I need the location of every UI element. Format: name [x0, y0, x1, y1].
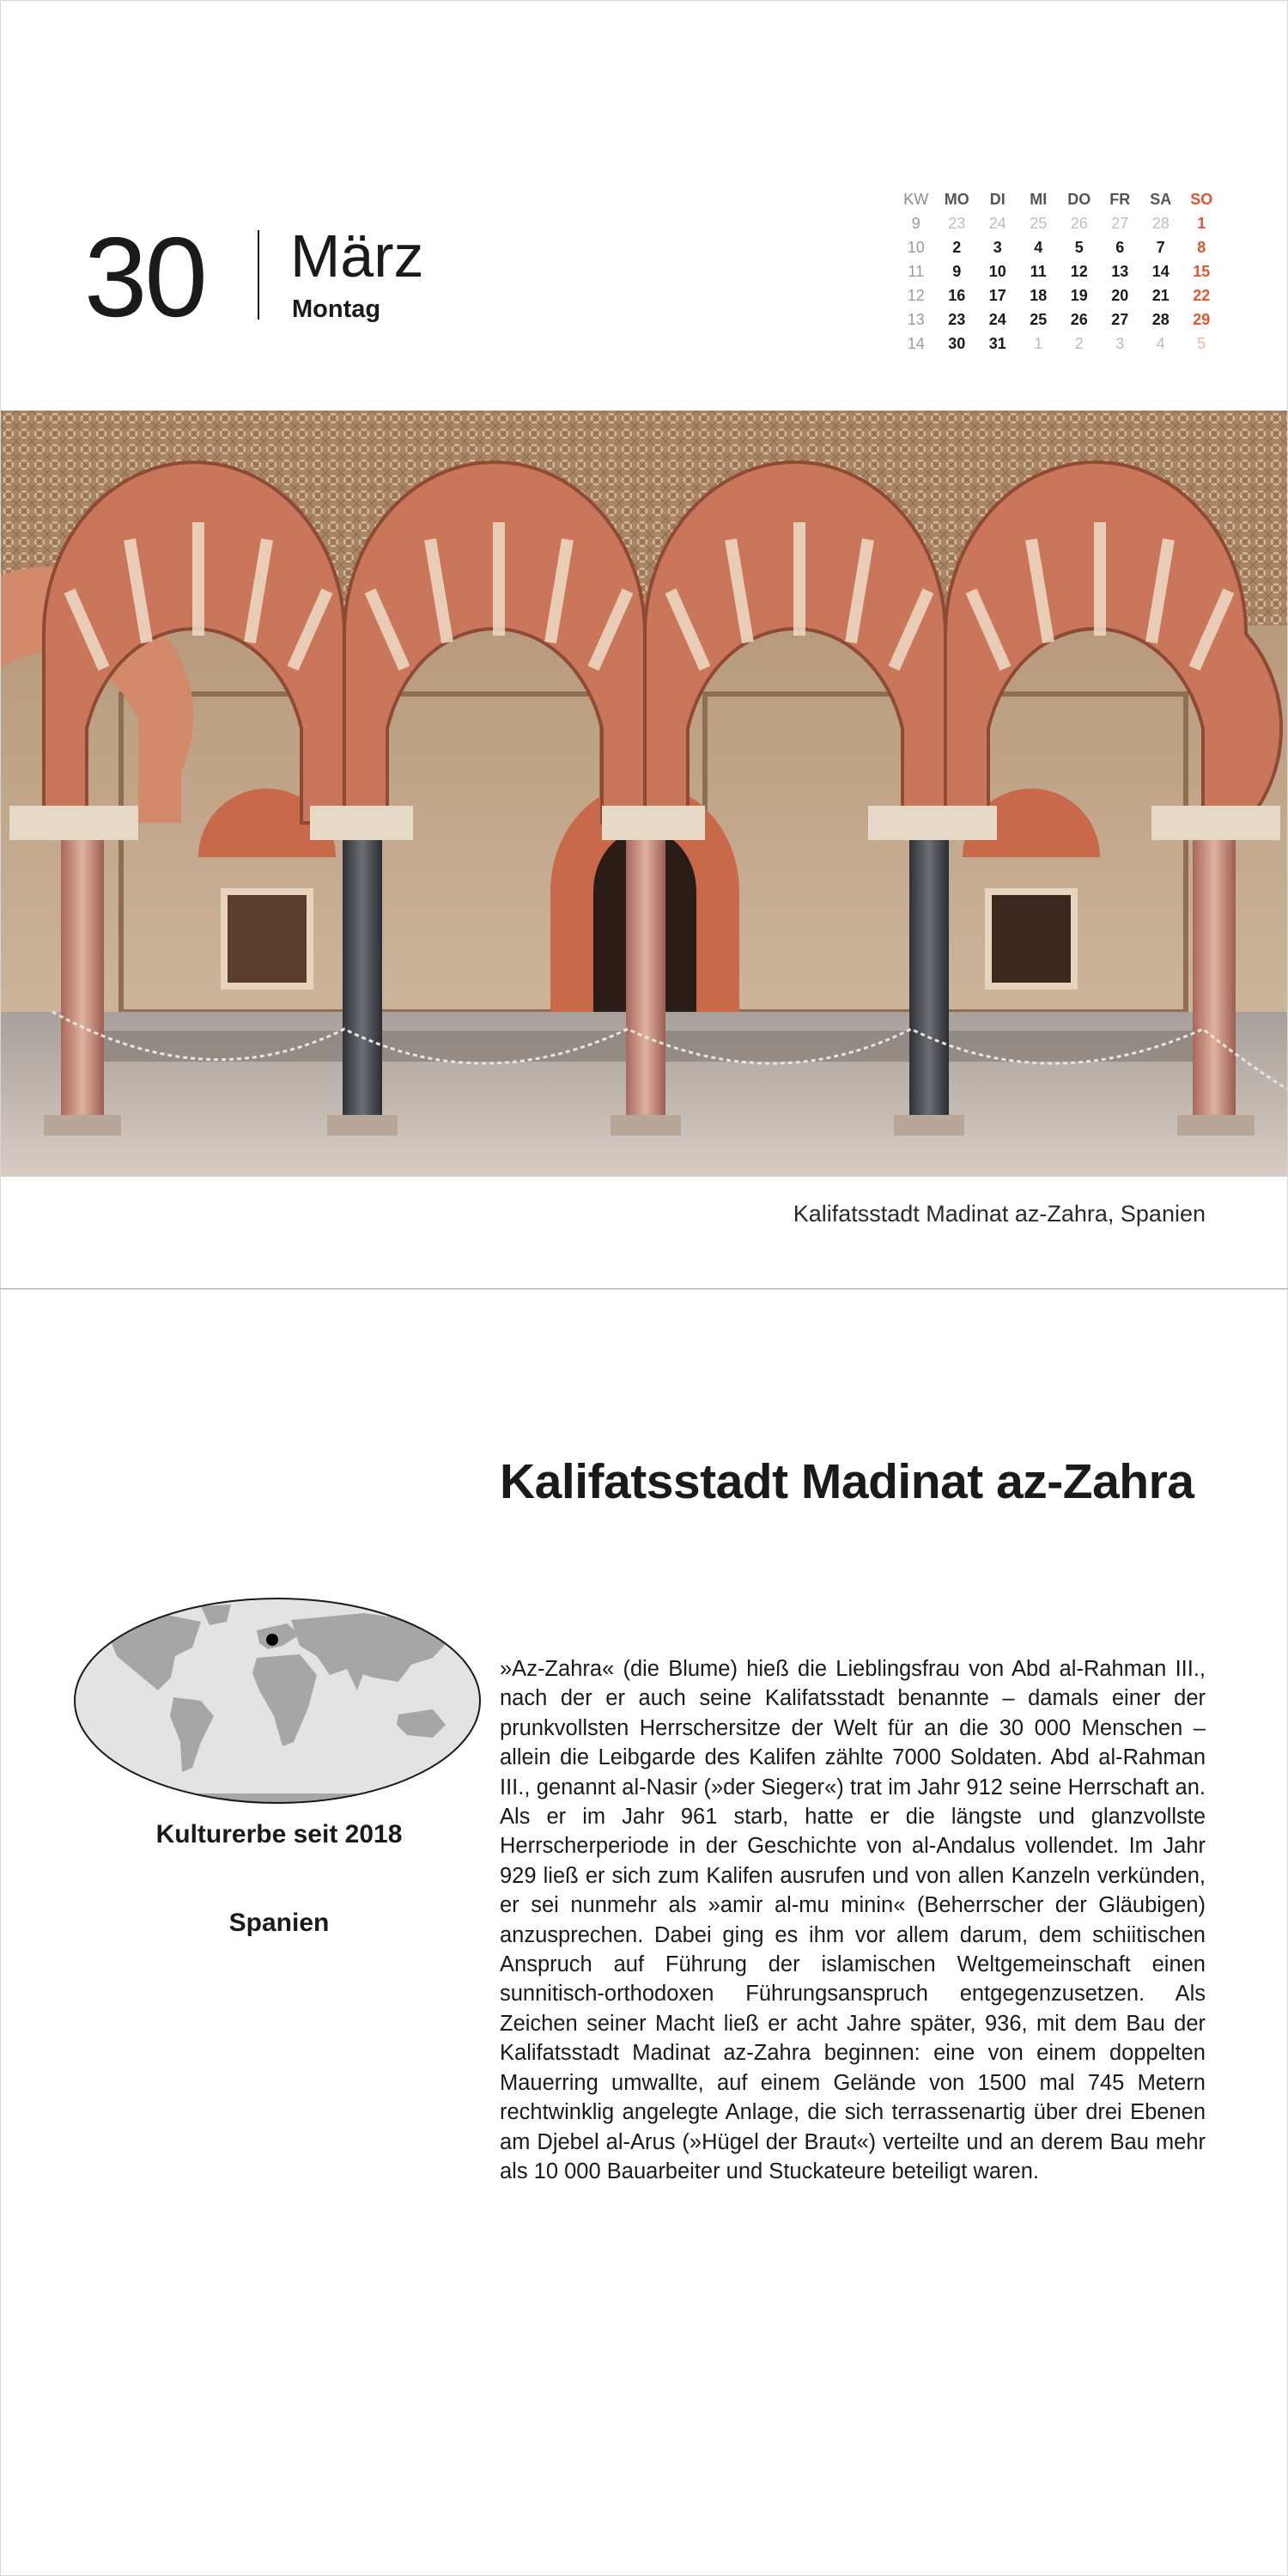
calendar-week-row [896, 211, 1222, 235]
calendar-day: 10 [988, 262, 1006, 280]
world-map-icon [72, 1596, 483, 1806]
mini-calendar [896, 187, 1222, 356]
calendar-week-row [896, 332, 1222, 356]
calendar-day: 28 [1151, 310, 1170, 328]
country-label: Spanien [228, 1909, 330, 1937]
calendar-day: 24 [988, 310, 1006, 328]
calendar-day: 30 [948, 334, 966, 352]
calendar-header-row [896, 187, 1222, 211]
calendar-day: 6 [1115, 238, 1125, 256]
arches-photo [1, 411, 1287, 1177]
calendar-header-do: DO [1067, 190, 1091, 208]
calendar-day: 7 [1156, 238, 1165, 256]
calendar-week-number: 14 [907, 334, 925, 352]
calendar-day: 27 [1111, 214, 1129, 232]
weekday-name: Montag [292, 295, 381, 323]
calendar-week-row [896, 259, 1222, 283]
calendar-day: 26 [1070, 214, 1088, 232]
calendar-day: 21 [1151, 286, 1170, 304]
calendar-week-number: 10 [907, 238, 925, 256]
photo-caption: Kalifatsstadt Madinat az-Zahra, Spanien [793, 1201, 1206, 1227]
calendar-day: 20 [1111, 286, 1129, 304]
calendar-day: 23 [948, 310, 966, 328]
location-marker-icon [266, 1634, 278, 1646]
calendar-header-sa: SA [1150, 190, 1172, 208]
calendar-week-number: 11 [908, 262, 925, 280]
calendar-header-kw: KW [903, 190, 929, 208]
calendar-week-number: 9 [911, 214, 920, 232]
article-title: Kalifatsstadt Madinat az-Zahra [500, 1454, 1194, 1509]
calendar-day: 14 [1151, 262, 1170, 280]
calendar-day: 22 [1193, 286, 1211, 304]
heritage-label: Kulturerbe seit 2018 [155, 1820, 403, 1848]
calendar-day: 16 [948, 286, 966, 304]
calendar-header-fr: FR [1109, 190, 1131, 208]
calendar-day: 24 [988, 214, 1006, 232]
calendar-week-row [896, 308, 1222, 332]
calendar-day: 19 [1070, 286, 1088, 304]
calendar-day: 3 [1115, 334, 1125, 352]
calendar-week-row [896, 283, 1222, 308]
calendar-header-mo: MO [944, 190, 969, 208]
calendar-day: 2 [1074, 334, 1084, 352]
calendar-day: 4 [1156, 334, 1165, 352]
calendar-day: 3 [993, 238, 1002, 256]
calendar-week-number: 12 [907, 286, 925, 304]
calendar-day: 11 [1030, 262, 1047, 280]
calendar-day: 12 [1070, 262, 1088, 280]
calendar-day: 1 [1197, 214, 1206, 232]
calendar-day: 25 [1030, 310, 1048, 328]
calendar-day: 8 [1197, 238, 1206, 256]
day-number: 30 [84, 214, 205, 340]
date-divider [258, 230, 259, 320]
calendar-day: 28 [1151, 214, 1170, 232]
calendar-day: 17 [988, 286, 1006, 304]
calendar-header-so: SO [1190, 190, 1213, 208]
calendar-day: 5 [1074, 238, 1084, 256]
calendar-day: 29 [1193, 310, 1211, 328]
calendar-day: 15 [1193, 262, 1211, 280]
calendar-day: 9 [952, 262, 962, 280]
calendar-header-mi: MI [1030, 190, 1048, 208]
article-body: »Az-Zahra« (die Blume) hieß die Lieblingsfrau von Abd al-Rahman III., nach der er auch seine Kalifatsstadt benannte – damals einer der prunkvollsten Herrschersitze der Welt für an die 30 000 Menschen – allein die Leibgarde des Kalifen zählte 7000 Soldaten. Abd al-Rahman III., genannt al-Nasir (»der Sieger«) trat im Jahr 912 seine Herrschaft an. Als er im Jahr 961 starb, hatte er die längste und glanzvollste Herrscherperiode in der Geschichte von al-Andalus vollendet. Im Jahr 929 ließ er sich zum Kalifen ausrufen und von allen Kanzeln verkünden, er sei nunmehr als »amir al-mu minin« (Beherrscher der Gläubigen) anzusprechen. Dabei ging es ihm vor allem darum, dem schiitischen Anspruch auf Führung der islamischen Weltgemeinschaft einen sunnitisch-orthodoxen Führungsanspruch entgegenzusetzen. Als Zeichen seiner Macht ließ er acht Jahre später, 936, mit dem Bau der Kalifatsstadt Madinat az-Zahra beginnen: eine von einem doppelten Mauerring umwallte, auf einem Gelände von 1500 mal 745 Metern rechtwinklig angelegte Anlage, die sich terrassenartig über drei Ebenen am Djebel al-Arus (»Hügel der Braut«) verteilte und an derem Bau mehr als 10 000 Bauarbeiter und Stuckateure beteiligt waren. [500, 1657, 1206, 2183]
calendar-day: 31 [988, 334, 1006, 352]
calendar-day: 5 [1197, 334, 1206, 352]
calendar-week-row [896, 235, 1222, 259]
calendar-day: 2 [952, 238, 962, 256]
calendar-day: 26 [1070, 310, 1088, 328]
calendar-body [896, 211, 1222, 356]
month-name: März [290, 222, 424, 289]
calendar-day: 1 [1034, 334, 1043, 352]
calendar-day: 13 [1111, 262, 1129, 280]
calendar-header-di: DI [989, 190, 1005, 208]
calendar-week-number: 13 [907, 310, 925, 328]
calendar-day: 4 [1034, 238, 1043, 256]
calendar-day: 18 [1030, 286, 1048, 304]
calendar-day: 25 [1030, 214, 1048, 232]
calendar-day: 23 [948, 214, 966, 232]
calendar-day: 27 [1111, 310, 1129, 328]
